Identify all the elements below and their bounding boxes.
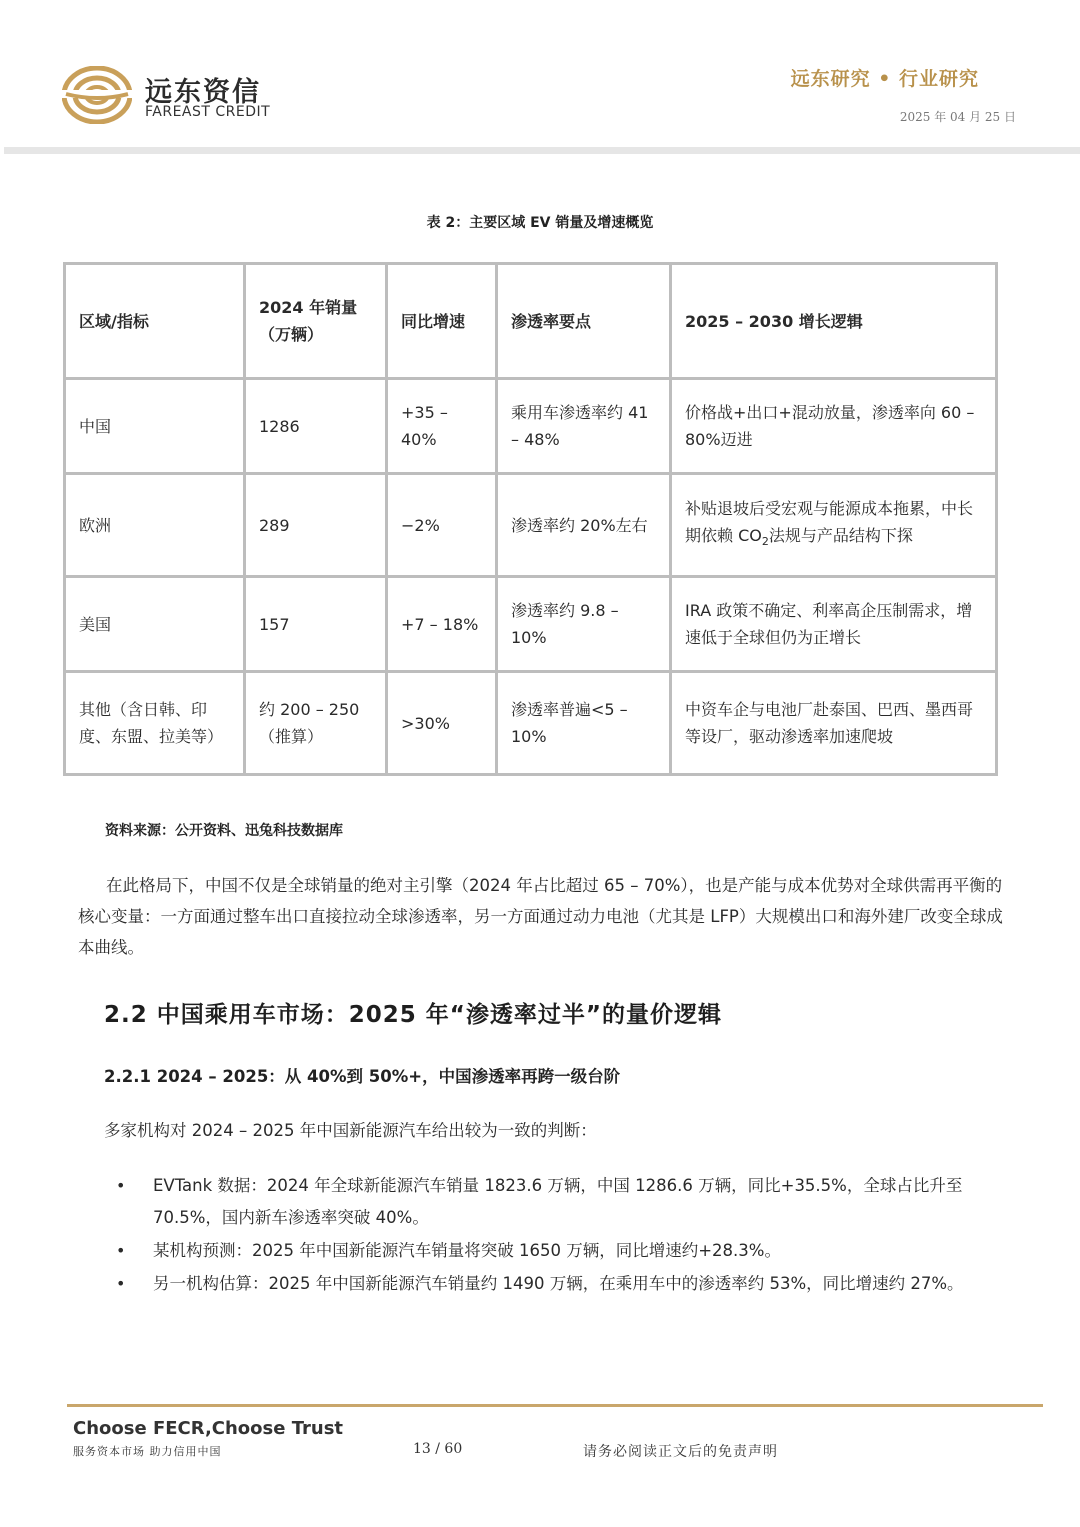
logic-subscript: 2 <box>761 535 769 549</box>
logic-cell: 价格战+出口+混动放量，渗透率向 60 – 80%迈进 <box>671 379 997 474</box>
footer-divider <box>67 1404 1043 1407</box>
sales-cell: 1286 <box>245 379 387 474</box>
region-cell: 欧洲 <box>65 474 245 577</box>
list-item-text: 另一机构估算：2025 年中国新能源汽车销量约 1490 万辆，在乘用车中的渗透率约 53%，同比增速约 27%。 <box>153 1274 964 1293</box>
sales-cell: 约 200 – 250（推算） <box>245 672 387 775</box>
region-cell: 美国 <box>65 577 245 672</box>
footer-slogan: Choose FECR,Choose Trust <box>73 1418 344 1439</box>
bullet-list <box>116 1170 1006 1301</box>
page-number: 13 / 60 <box>413 1441 463 1457</box>
table-title: 表 2：主要区域 EV 销量及增速概览 <box>426 215 654 231</box>
table-header-cell: 同比增速 <box>387 264 497 379</box>
table-header-row <box>65 264 997 379</box>
report-date: 2025 年 04 月 25 日 <box>899 110 1016 124</box>
brand-name-en: FAREAST CREDIT <box>145 104 271 120</box>
page-header <box>0 0 1080 148</box>
region-cell: 其他（含日韩、印度、东盟、拉美等） <box>65 672 245 775</box>
penetration-cell: 渗透率约 9.8 – 10% <box>497 577 671 672</box>
table-row <box>65 474 997 577</box>
intro-text: 多家机构对 2024 – 2025 年中国新能源汽车给出较为一致的判断： <box>104 1121 597 1140</box>
footer-disclaimer: 请务必阅读正文后的免责声明 <box>583 1444 778 1460</box>
table-header-cell: 区域/指标 <box>65 264 245 379</box>
list-item <box>116 1170 1006 1234</box>
subsection-heading: 2.2.1 2024 – 2025：从 40%到 50%+，中国渗透率再跨一级台阶 <box>104 1067 621 1086</box>
report-category: 远东研究 • 行业研究 <box>790 68 979 90</box>
penetration-cell: 渗透率约 20%左右 <box>497 474 671 577</box>
growth-cell: +35 – 40% <box>387 379 497 474</box>
section-heading: 2.2 中国乘用车市场：2025 年“渗透率过半”的量价逻辑 <box>104 1002 723 1028</box>
logic-text: 补贴退坡后受宏观与能源成本拖累，中长期依赖 CO <box>685 498 974 545</box>
logic-text: 法规与产品结构下探 <box>768 525 913 545</box>
list-item <box>116 1235 1006 1267</box>
sales-cell: 289 <box>245 474 387 577</box>
header-divider <box>4 147 1080 154</box>
growth-cell: >30% <box>387 672 497 775</box>
sales-cell: 157 <box>245 577 387 672</box>
growth-cell: −2% <box>387 474 497 577</box>
penetration-cell: 渗透率普遍<5 – 10% <box>497 672 671 775</box>
logic-cell: IRA 政策不确定、利率高企压制需求，增速低于全球但仍为正增长 <box>671 577 997 672</box>
table-header-cell: 2025 – 2030 增长逻辑 <box>671 264 997 379</box>
table-row <box>65 672 997 775</box>
list-item-text: EVTank 数据：2024 年全球新能源汽车销量 1823.6 万辆，中国 1286.6 万辆，同比+35.5%，全球占比升至 70.5%，国内新车渗透率突破 40%。 <box>153 1176 963 1227</box>
bullet-icon: • <box>116 1241 126 1260</box>
ev-sales-table <box>63 262 998 776</box>
bullet-icon: • <box>116 1176 126 1195</box>
table-row <box>65 577 997 672</box>
body-paragraph: 在此格局下，中国不仅是全球销量的绝对主引擎（2024 年占比超过 65 – 70%），也是产能与成本优势对全球供需再平衡的核心变量：一方面通过整车出口直接拉动全球渗透率，另一方面通过动力电池（尤其是 LFP）大规模出口和海外建厂改变全球成本曲线。 <box>78 876 1003 957</box>
penetration-cell: 乘用车渗透率约 41 – 48% <box>497 379 671 474</box>
logic-cell: 中资车企与电池厂赴泰国、巴西、墨西哥等设厂，驱动渗透率加速爬坡 <box>671 672 997 775</box>
brand-name-cn: 远东资信 <box>145 77 261 108</box>
table-row <box>65 379 997 474</box>
table-source: 资料来源：公开资料、迅兔科技数据库 <box>105 823 343 839</box>
fareast-logo-icon <box>62 66 132 124</box>
table-header-cell: 2024 年销量（万辆） <box>245 264 387 379</box>
logic-cell <box>671 474 997 577</box>
table-header-cell: 渗透率要点 <box>497 264 671 379</box>
footer-slogan-sub: 服务资本市场 助力信用中国 <box>73 1445 222 1458</box>
list-item-text: 某机构预测：2025 年中国新能源汽车销量将突破 1650 万辆，同比增速约+28.3%。 <box>153 1241 781 1260</box>
bullet-icon: • <box>116 1274 126 1293</box>
growth-cell: +7 – 18% <box>387 577 497 672</box>
region-cell: 中国 <box>65 379 245 474</box>
list-item <box>116 1268 1006 1300</box>
